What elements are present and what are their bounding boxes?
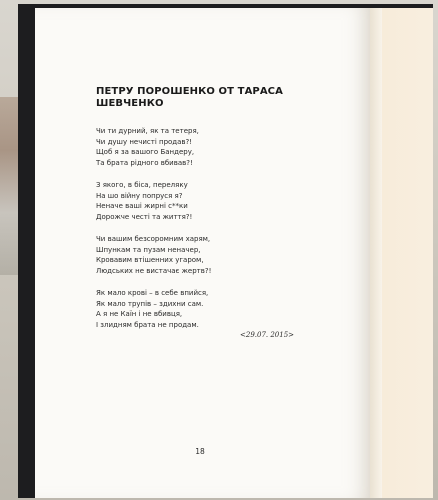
page-number: 18 bbox=[195, 447, 205, 456]
poem-line: Щоб я за вашого Бандеру, bbox=[96, 148, 195, 156]
poem-line: Та брата рідного вбивав?! bbox=[96, 158, 193, 167]
poem-line: А я не Каїн і не вбивця, bbox=[96, 310, 183, 318]
poem-line: І злидням брата не продам. bbox=[96, 320, 199, 329]
poem-line: Як мало крові – в себе впийся, bbox=[96, 289, 209, 297]
poem-stanza-3 bbox=[96, 234, 211, 276]
poem-stanza-4 bbox=[96, 288, 208, 330]
book-gutter bbox=[370, 8, 382, 498]
poem-stanza-2 bbox=[96, 180, 192, 222]
poem-title-line: ПЕТРУ ПОРОШЕНКО ОТ ТАРАСА bbox=[96, 86, 283, 97]
poem-title-line: ШЕВЧЕНКО bbox=[96, 98, 164, 109]
poem-line: Чи душу нечисті продав?! bbox=[96, 137, 193, 146]
poem-line: Людських не вистачає жертв?! bbox=[96, 266, 212, 275]
poem-line: Шпункам та пузам неначер, bbox=[96, 245, 201, 254]
poem-date: <29.07. 2015> bbox=[240, 331, 295, 339]
poem-stanza-1 bbox=[96, 126, 199, 168]
poem-line: Неначе ваші жирні с**ки bbox=[96, 202, 188, 210]
poem-line: З якого, в біса, переляку bbox=[96, 181, 188, 189]
book-page-right bbox=[382, 8, 433, 498]
poem-line: Дорожче честі та життя?! bbox=[96, 212, 193, 221]
poem-line: На шо війну попруся я? bbox=[96, 191, 183, 200]
poem-line: Чи ти дурний, як та тетеря, bbox=[96, 127, 199, 135]
poem-title bbox=[96, 86, 316, 110]
poem-line: Чи вашим безсоромним харям, bbox=[96, 235, 211, 243]
poem-line: Як мало трупів – здихни сам. bbox=[96, 299, 204, 308]
poem-line: Кровавим втішенних угаром, bbox=[96, 256, 204, 264]
